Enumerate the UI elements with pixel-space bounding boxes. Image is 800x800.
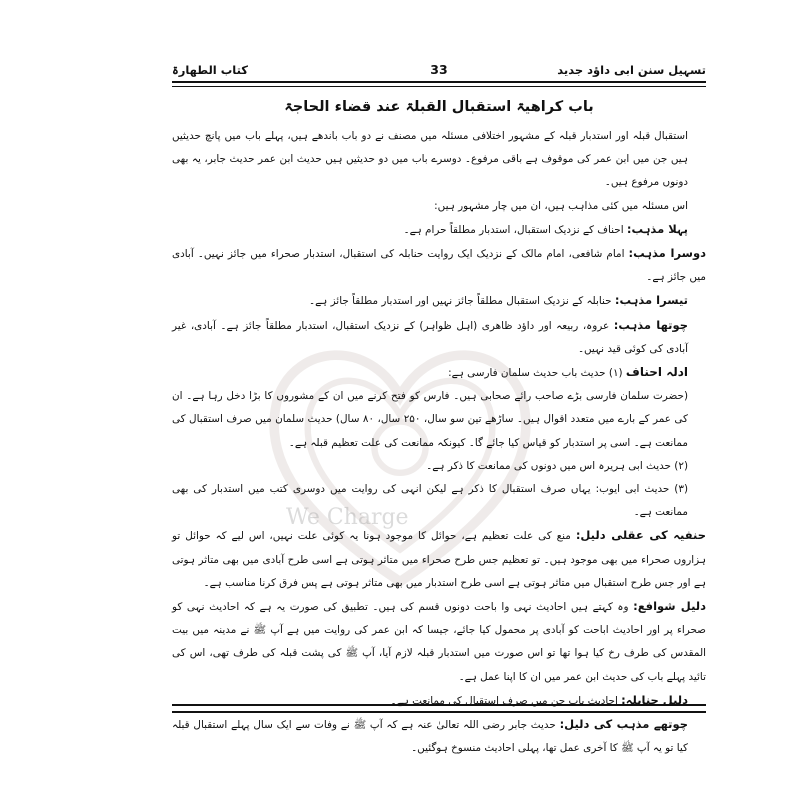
madhab-text: عروہ، ربیعہ اور داؤد ظاھری (اہل ظواہر) کے نزدیک استقبال، استدبار مطلقاً جائز ہے۔ آبادی، غیر آبادی کی کوئی قید نہیں۔ xyxy=(172,319,688,355)
paragraph: اس مسئلہ میں کئی مذاہب ہیں، ان میں چار مشہور ہیں: xyxy=(434,199,688,212)
madhab-label: تیسرا مذہب: xyxy=(614,293,688,308)
hanabila-text: احادیث باب جن میں صرف استقبال کی ممانعت ہے۔ xyxy=(390,694,618,707)
hanabila-label: دلیل حنابلہ: xyxy=(621,692,688,707)
hanafi-aqli-label: حنفیہ کی عقلی دلیل: xyxy=(575,528,706,543)
fourth-text: حدیث جابر رضی اللہ تعالیٰ عنہ ہے کہ آپ ﷺ نے وفات سے ایک سال پہلے استقبال قبلہ کیا تو یہ آپ ﷺ کا آخری عمل تھا، پہلی احادیث منسوخ ہوگئیں۔ xyxy=(172,719,688,755)
document-page xyxy=(172,60,706,755)
madhab-4 xyxy=(172,314,706,361)
paragraph: (۲) حدیث ابی ہریرہ اس میں دونوں کی ممانعت کا ذکر ہے۔ xyxy=(426,459,688,472)
shafii-text: وہ کہتے ہیں احادیث نہی وا باحت دونوں قسم کی ہیں۔ تطبیق کی صورت یہ ہے کہ احادیث نہی کو صحراء پر اور احادیث اباحت کو آبادی پر محمول کیا جائے، جیسا کہ ابن عمر کی روایت میں ہے آپ ﷺ نے مدینہ میں بیت المقدس کی طرف رخ کیا ہوا تھا تو اس صورت میں استدبار قبلہ لازم آیا، آپ ﷺ کی پشت قبلہ کی طرف تھی، اس کی تائید پہلے باب کی حدیث ابن عمر میں ان کا اپنا عمل ہے۔ xyxy=(172,601,706,683)
hanafi-aqli-text: منع کی علت تعظیم ہے، حوائل کا موجود ہونا یہ کوئی علت نہیں، اس لیے کہ حوائل تو ہزاروں صحراء میں بھی موجود ہیں۔ تو تعظیم جس طرح صحراء میں متاثر ہوتی ہے اسی طرح آبادی میں بھی متاثر ہوتی ہے اور جس طرح استقبال میں متاثر ہوتی ہے اسی طرح استدبار میں بھی متاثر ہوتی ہے پس فرق کرنا مناسب ہے۔ xyxy=(172,530,706,589)
page-number: 33 xyxy=(430,62,448,77)
madhab-3 xyxy=(172,289,706,313)
adilla-heading: ادلہ احناف xyxy=(625,365,688,380)
shafii-label: دلیل شوافع: xyxy=(633,599,706,614)
header-chapter: کتاب الطھارۃ xyxy=(172,63,248,77)
madhab-1 xyxy=(172,218,706,242)
header-rule xyxy=(172,81,706,87)
watermark-text: We Charge xyxy=(286,505,409,530)
madhab-2 xyxy=(172,242,706,289)
chapter-title: باب کراھیۃ استقبال القبلۃ عند قضاء الحاجۃ xyxy=(284,99,594,115)
footer-rule xyxy=(172,704,706,713)
adilla-intro xyxy=(172,361,706,385)
fourth-label: چوتھے مذہب کی دلیل: xyxy=(559,717,688,732)
adilla-first: (۱) حدیث باب حدیث سلمان فارسی ہے: xyxy=(448,367,623,380)
shafii-dalil xyxy=(172,595,706,689)
paragraph: (۳) حدیث ابی ایوب: یہاں صرف استقبال کا ذکر ہے لیکن انہی کی روایت میں دوسری کتب میں استدبار کی بھی ممانعت ہے۔ xyxy=(172,483,688,519)
madhab-text: حنابلہ کے نزدیک استقبال مطلقاً جائز نہیں اور استدبار مطلقاً جائز ہے۔ xyxy=(309,295,612,308)
madhab-label: چوتھا مذہب: xyxy=(613,317,688,332)
body-text xyxy=(172,125,706,760)
madhab-label: پہلا مذہب: xyxy=(626,221,688,236)
madhab-text: امام شافعی، امام مالک کے نزدیک ایک روایت حنابلہ کی استقبال، استدبار صحراء میں جائز نہیں۔ آبادی میں جائز ہے۔ xyxy=(172,248,706,284)
madhab-label: دوسرا مذہب: xyxy=(628,246,706,261)
running-header xyxy=(172,60,706,80)
madhab-text: احناف کے نزدیک استقبال، استدبار مطلقاً حرام ہے۔ xyxy=(403,223,624,236)
paragraph: استقبال قبلہ اور استدبار قبلہ کے مشہور اختلافی مسئلہ میں مصنف نے دو باب باندھے ہیں، پہلے باب میں پانچ حدیثیں ہیں جن میں ابن عمر کی موقوف ہے باقی مرفوع۔ دوسرے باب میں دو حدیثیں ہیں حدیث ابن عمر حدیث جابر، یہ بھی دونوں مرفوع ہیں۔ xyxy=(172,130,688,189)
paragraph: (حضرت سلمان فارسی بڑے صاحب رائے صحابی ہیں۔ فارس کو فتح کرنے میں ان کے مشوروں کا بڑا دخل رہا ہے۔ ان کی عمر کے بارے میں متعدد اقوال ہیں۔ ساڑھے تین سو سال، ۲۵۰ سال، ۸۰ سال) حدیث سلمان میں صرف استقبال کی ممانعت ہے۔ اسی پر استدبار کو قیاس کیا جائے گا۔ کیونکہ ممانعت کی علت تعظیم قبلہ ہے۔ xyxy=(172,390,688,449)
hanafi-aqli xyxy=(172,524,706,595)
header-book-title: تسہیل سنن ابی داؤد جدید xyxy=(557,63,706,77)
fourth-dalil xyxy=(172,713,706,760)
